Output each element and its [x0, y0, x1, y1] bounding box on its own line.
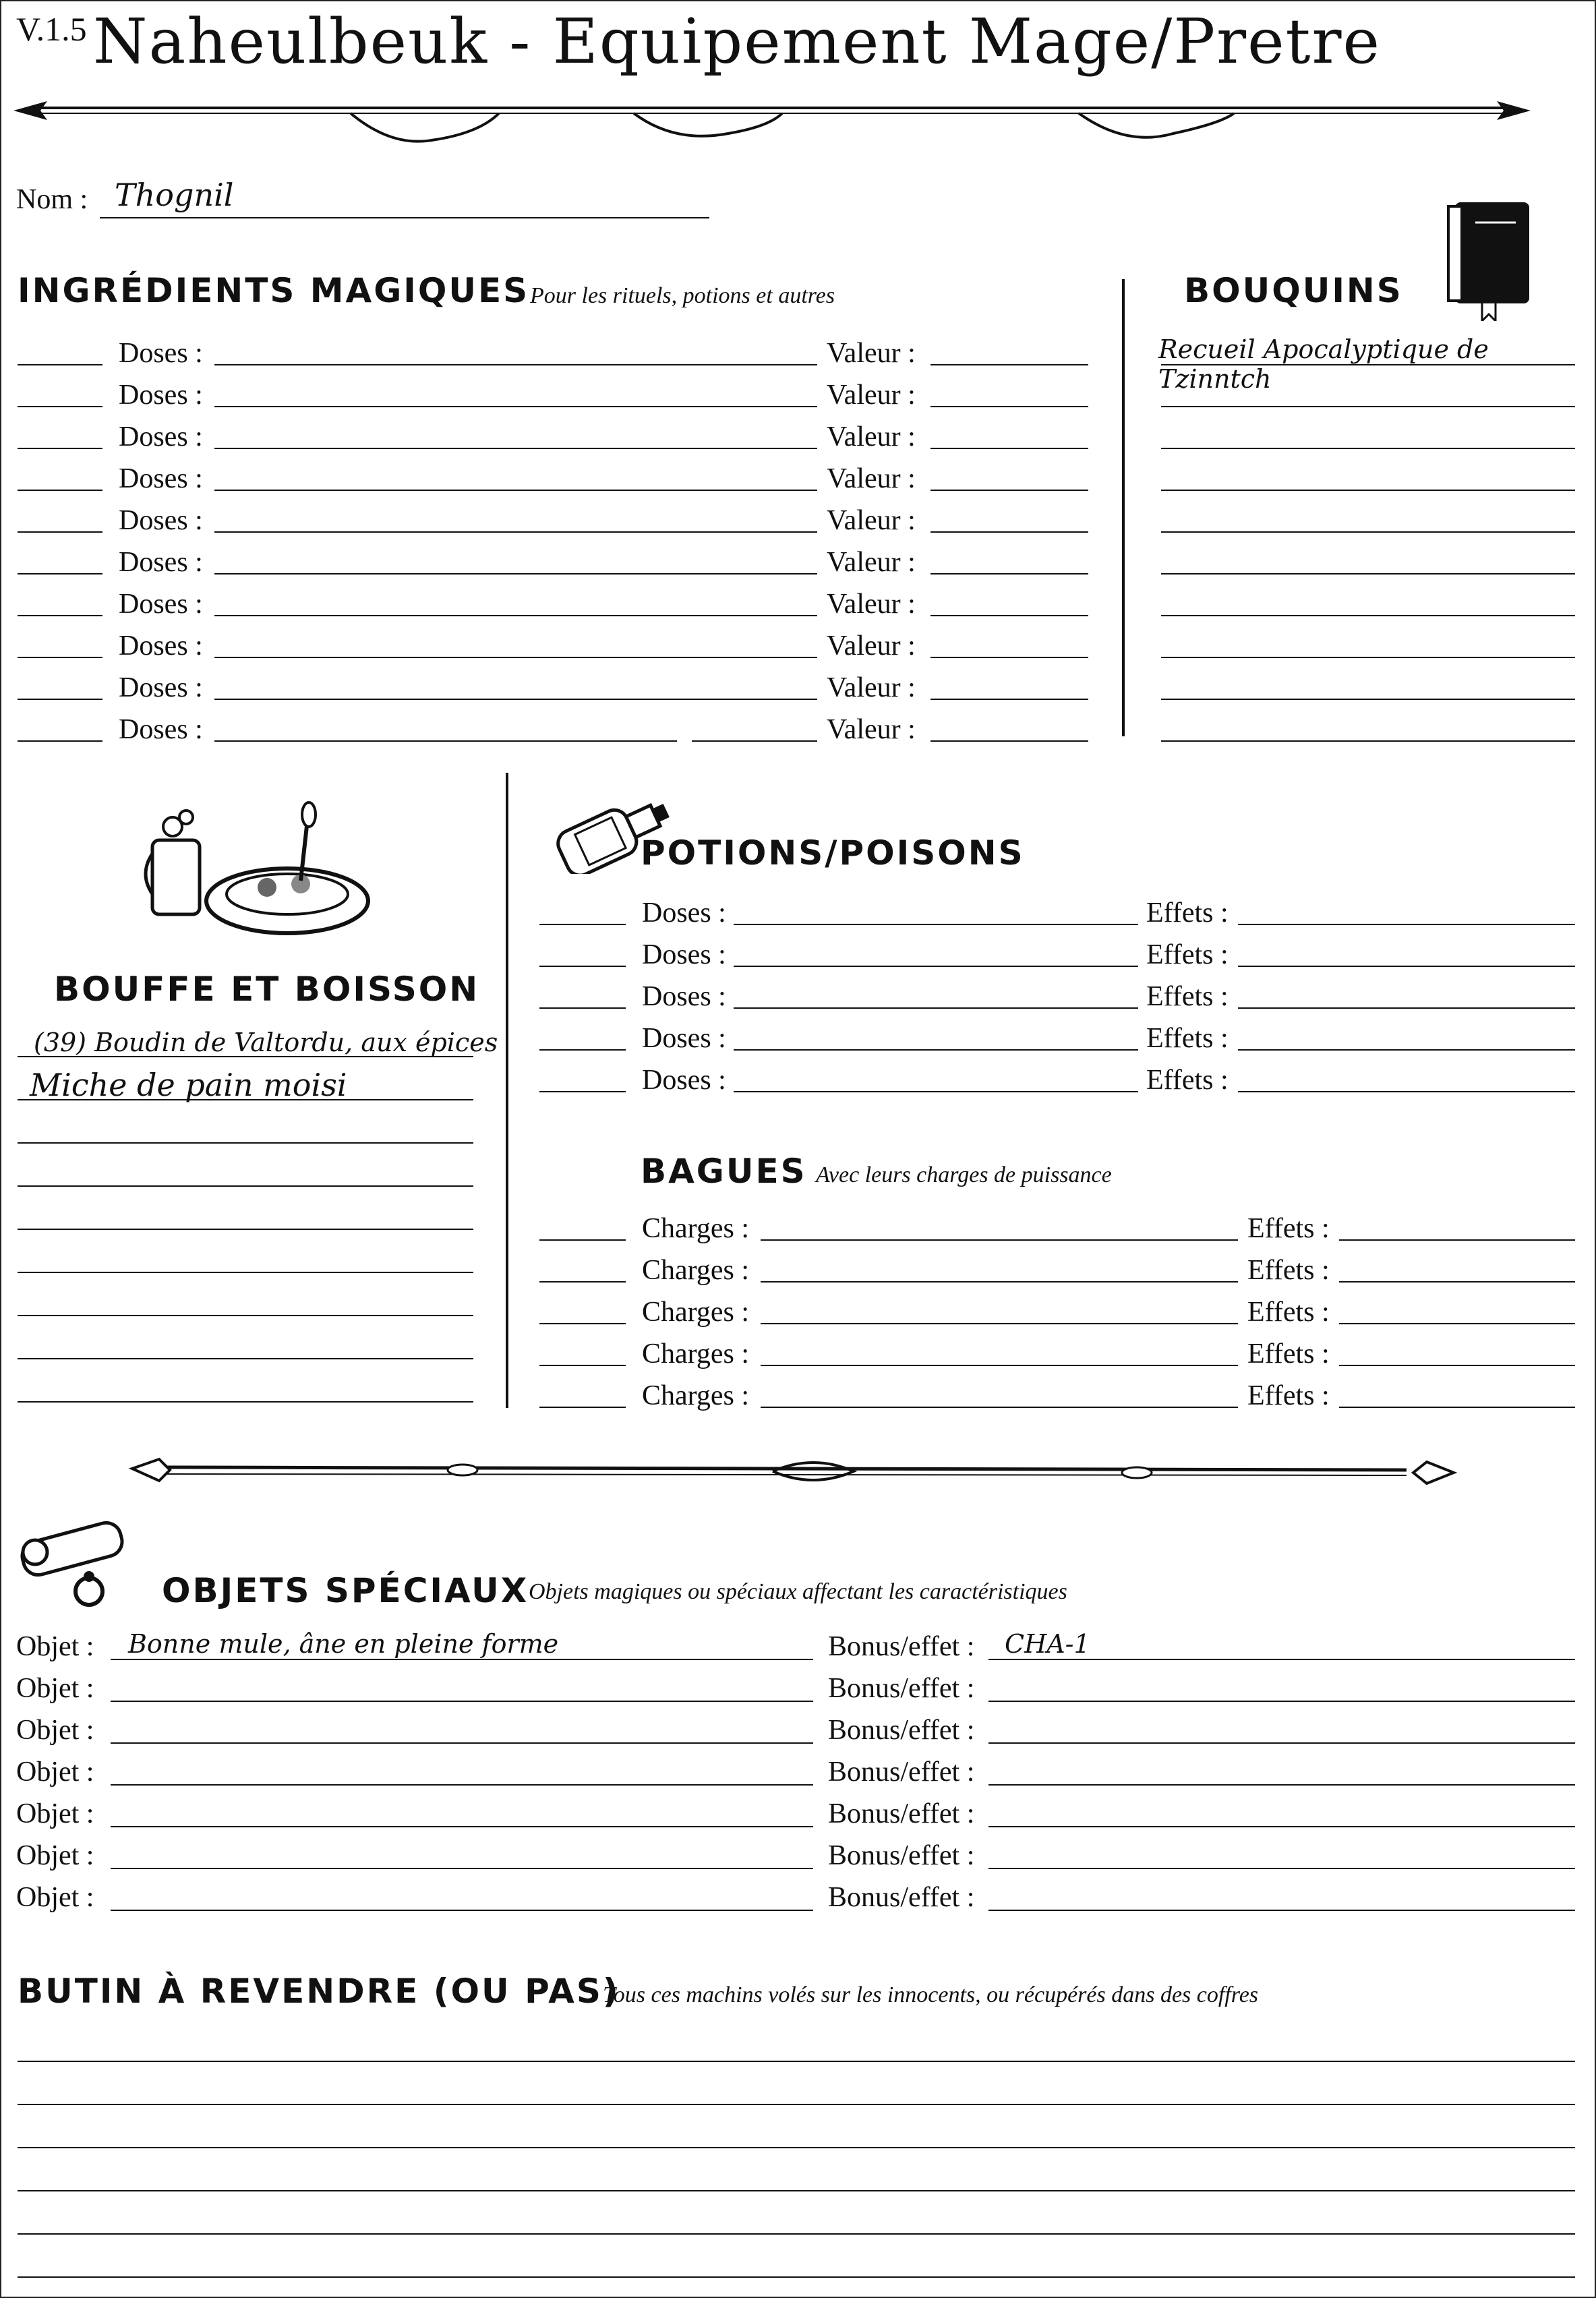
- spear-divider-icon: [13, 86, 1531, 147]
- ingredient-value-line[interactable]: [930, 490, 1088, 491]
- doses-label: Doses :: [119, 547, 203, 578]
- bouffe-line[interactable]: [18, 1229, 473, 1230]
- bonus-entry-1[interactable]: CHA-1: [1005, 1629, 1090, 1659]
- objet-label: Objet :: [16, 1798, 94, 1829]
- nom-label: Nom :: [16, 184, 88, 215]
- bouquins-title: BOUQUINS: [1184, 271, 1403, 310]
- bouffe-entry-1[interactable]: (39) Boudin de Valtordu, aux épices: [34, 1028, 498, 1057]
- objet-line[interactable]: [111, 1868, 813, 1869]
- bonus-label: Bonus/effet :: [828, 1840, 975, 1871]
- potion-name-line[interactable]: [734, 1049, 1138, 1051]
- butin-line[interactable]: [18, 2276, 1575, 2278]
- ingredient-name-line[interactable]: [214, 448, 817, 449]
- butin-line[interactable]: [18, 2190, 1575, 2191]
- butin-title: BUTIN À REVENDRE (OU PAS): [18, 1972, 620, 2011]
- bouquin-line[interactable]: [1161, 448, 1575, 449]
- potion-doses-label: Doses :: [642, 981, 726, 1012]
- ingredient-value-line[interactable]: [930, 615, 1088, 616]
- bague-effets-label: Effets :: [1247, 1213, 1330, 1244]
- ingredient-name-line[interactable]: [214, 657, 817, 658]
- objet-line[interactable]: [111, 1701, 813, 1702]
- ingredient-value-line[interactable]: [930, 740, 1088, 742]
- objet-line[interactable]: [111, 1784, 813, 1786]
- bague-name-line[interactable]: [761, 1365, 1238, 1366]
- ingredients-title: INGRÉDIENTS MAGIQUES: [18, 271, 530, 310]
- bouffe-line[interactable]: [18, 1142, 473, 1144]
- objet-label: Objet :: [16, 1882, 94, 1913]
- bague-effets-label: Effets :: [1247, 1255, 1330, 1286]
- ingredients-separator: [1122, 279, 1125, 736]
- bouffe-line[interactable]: [18, 1358, 473, 1359]
- bagues-subtitle: Avec leurs charges de puissance: [816, 1162, 1112, 1187]
- valeur-label: Valeur :: [827, 672, 916, 703]
- doses-label: Doses :: [119, 589, 203, 620]
- bonus-line[interactable]: [988, 1910, 1575, 1911]
- bouffe-line[interactable]: [18, 1315, 473, 1316]
- potion-name-line[interactable]: [734, 966, 1138, 967]
- bonus-label: Bonus/effet :: [828, 1882, 975, 1913]
- ingredient-qty-line[interactable]: [18, 531, 102, 533]
- valeur-label: Valeur :: [827, 421, 916, 452]
- bouffe-title: BOUFFE ET BOISSON: [54, 970, 480, 1009]
- objet-entry-1[interactable]: Bonne mule, âne en pleine forme: [128, 1629, 559, 1659]
- butin-subtitle: Tous ces machins volés sur les innocents, ou récupérés dans des coffres: [603, 1982, 1259, 2007]
- potion-doses-label: Doses :: [642, 939, 726, 970]
- ingredient-qty-line[interactable]: [18, 699, 102, 700]
- bague-effets-label: Effets :: [1247, 1380, 1330, 1411]
- bague-name-line[interactable]: [761, 1407, 1238, 1408]
- ingredient-name-line[interactable]: [214, 406, 817, 407]
- bague-effect-line[interactable]: [1339, 1239, 1575, 1241]
- potion-qty-line[interactable]: [539, 1049, 626, 1051]
- bonus-line[interactable]: [988, 1826, 1575, 1827]
- bonus-line[interactable]: [988, 1659, 1575, 1660]
- potion-effect-line[interactable]: [1238, 1007, 1575, 1009]
- ingredient-name-line[interactable]: [214, 615, 817, 616]
- middle-separator: [506, 773, 508, 1408]
- potion-name-line[interactable]: [734, 924, 1138, 925]
- bouquin-line[interactable]: [1161, 699, 1575, 700]
- doses-label: Doses :: [119, 672, 203, 703]
- bague-name-line[interactable]: [761, 1239, 1238, 1241]
- bouquin-line[interactable]: [1161, 657, 1575, 658]
- bouquin-line[interactable]: [1161, 615, 1575, 616]
- valeur-label: Valeur :: [827, 463, 916, 494]
- bouffe-line[interactable]: [18, 1185, 473, 1187]
- objets-subtitle: Objets magiques ou spéciaux affectant les caractéristiques: [529, 1579, 1067, 1604]
- ingredient-qty-line[interactable]: [18, 657, 102, 658]
- bague-qty-line[interactable]: [539, 1281, 626, 1283]
- butin-line[interactable]: [18, 2104, 1575, 2105]
- bouquin-line[interactable]: [1161, 740, 1575, 742]
- bague-effect-line[interactable]: [1339, 1407, 1575, 1408]
- bouquin-line[interactable]: [1161, 531, 1575, 533]
- objet-label: Objet :: [16, 1840, 94, 1871]
- bouffe-line[interactable]: [18, 1099, 473, 1100]
- bague-effets-label: Effets :: [1247, 1297, 1330, 1328]
- bague-charges-label: Charges :: [642, 1380, 750, 1411]
- valeur-label: Valeur :: [827, 714, 916, 745]
- bouquin-line[interactable]: [1161, 490, 1575, 491]
- ingredient-value-line[interactable]: [930, 531, 1088, 533]
- bouquin-line[interactable]: [1161, 573, 1575, 574]
- bouffe-entry-2[interactable]: Miche de pain moisi: [30, 1067, 347, 1103]
- bouquin-line[interactable]: [1161, 364, 1575, 365]
- bague-qty-line[interactable]: [539, 1239, 626, 1241]
- bague-charges-label: Charges :: [642, 1338, 750, 1369]
- potion-qty-line[interactable]: [539, 966, 626, 967]
- book-icon: [1435, 196, 1549, 321]
- valeur-label: Valeur :: [827, 630, 916, 661]
- doses-label: Doses :: [119, 338, 203, 369]
- ingredient-name-line[interactable]: [214, 740, 677, 742]
- bague-charges-label: Charges :: [642, 1213, 750, 1244]
- objet-label: Objet :: [16, 1631, 94, 1662]
- butin-line[interactable]: [18, 2233, 1575, 2235]
- potion-effets-label: Effets :: [1146, 897, 1229, 929]
- bague-qty-line[interactable]: [539, 1323, 626, 1324]
- potion-effect-line[interactable]: [1238, 924, 1575, 925]
- page-title: Naheulbeuk - Equipement Mage/Pretre: [93, 5, 1381, 78]
- potion-qty-line[interactable]: [539, 1007, 626, 1009]
- bonus-line[interactable]: [988, 1784, 1575, 1786]
- bonus-label: Bonus/effet :: [828, 1757, 975, 1788]
- ingredient-qty-line[interactable]: [18, 364, 102, 365]
- ingredient-name-line[interactable]: [214, 364, 817, 365]
- potion-effets-label: Effets :: [1146, 1065, 1229, 1096]
- ingredient-value-line[interactable]: [930, 406, 1088, 407]
- bague-name-line[interactable]: [761, 1281, 1238, 1283]
- potion-effets-label: Effets :: [1146, 939, 1229, 970]
- objet-line[interactable]: [111, 1659, 813, 1660]
- bague-effect-line[interactable]: [1339, 1365, 1575, 1366]
- ingredient-value-line[interactable]: [930, 448, 1088, 449]
- bague-charges-label: Charges :: [642, 1255, 750, 1286]
- bague-qty-line[interactable]: [539, 1365, 626, 1366]
- doses-label: Doses :: [119, 505, 203, 536]
- bonus-label: Bonus/effet :: [828, 1631, 975, 1662]
- bonus-line[interactable]: [988, 1742, 1575, 1744]
- ingredients-subtitle: Pour les rituels, potions et autres: [530, 283, 835, 308]
- potion-name-line[interactable]: [734, 1007, 1138, 1009]
- objet-line[interactable]: [111, 1826, 813, 1827]
- bague-effets-label: Effets :: [1247, 1338, 1330, 1369]
- bague-effect-line[interactable]: [1339, 1281, 1575, 1283]
- ingredient-value-line[interactable]: [930, 573, 1088, 574]
- doses-label: Doses :: [119, 380, 203, 411]
- butin-line[interactable]: [18, 2061, 1575, 2062]
- objet-label: Objet :: [16, 1715, 94, 1746]
- potion-effect-line[interactable]: [1238, 966, 1575, 967]
- objet-line[interactable]: [111, 1910, 813, 1911]
- ingredient-qty-line[interactable]: [18, 615, 102, 616]
- potion-effets-label: Effets :: [1146, 1023, 1229, 1054]
- ingredient-value-line[interactable]: [930, 699, 1088, 700]
- potion-doses-label: Doses :: [642, 1065, 726, 1096]
- ingredient-qty-line[interactable]: [18, 490, 102, 491]
- bouffe-line[interactable]: [18, 1401, 473, 1403]
- valeur-label: Valeur :: [827, 338, 916, 369]
- objet-label: Objet :: [16, 1757, 94, 1788]
- ingredient-name-line[interactable]: [214, 490, 817, 491]
- potion-doses-label: Doses :: [642, 897, 726, 929]
- bonus-label: Bonus/effet :: [828, 1715, 975, 1746]
- butin-line[interactable]: [18, 2147, 1575, 2148]
- bonus-line[interactable]: [988, 1868, 1575, 1869]
- potion-effect-line[interactable]: [1238, 1049, 1575, 1051]
- ingredient-value-line[interactable]: [930, 657, 1088, 658]
- objets-title: OBJETS SPÉCIAUX: [162, 1571, 529, 1610]
- nom-underline: [100, 217, 709, 218]
- objet-label: Objet :: [16, 1673, 94, 1704]
- doses-label: Doses :: [119, 714, 203, 745]
- bague-effect-line[interactable]: [1339, 1323, 1575, 1324]
- ingredient-qty-line[interactable]: [18, 740, 102, 742]
- valeur-label: Valeur :: [827, 589, 916, 620]
- potions-title: POTIONS/POISONS: [641, 833, 1025, 873]
- food-icon: [139, 800, 375, 941]
- ingredient-name-line[interactable]: [692, 740, 817, 742]
- doses-label: Doses :: [119, 421, 203, 452]
- version-label: V.1.5: [16, 10, 87, 48]
- potion-effect-line[interactable]: [1238, 1091, 1575, 1092]
- bagues-title: BAGUES: [641, 1152, 807, 1191]
- ingredient-value-line[interactable]: [930, 364, 1088, 365]
- bonus-line[interactable]: [988, 1701, 1575, 1702]
- nom-value[interactable]: Thognil: [115, 177, 234, 213]
- ingredient-name-line[interactable]: [214, 699, 817, 700]
- bague-qty-line[interactable]: [539, 1407, 626, 1408]
- potion-name-line[interactable]: [734, 1091, 1138, 1092]
- bouquin-line[interactable]: [1161, 406, 1575, 407]
- valeur-label: Valeur :: [827, 505, 916, 536]
- valeur-label: Valeur :: [827, 547, 916, 578]
- ingredient-name-line[interactable]: [214, 531, 817, 533]
- ingredient-qty-line[interactable]: [18, 573, 102, 574]
- bonus-label: Bonus/effet :: [828, 1673, 975, 1704]
- valeur-label: Valeur :: [827, 380, 916, 411]
- doses-label: Doses :: [119, 463, 203, 494]
- ingredient-qty-line[interactable]: [18, 406, 102, 407]
- scroll-ring-icon: [15, 1512, 156, 1613]
- potion-qty-line[interactable]: [539, 1091, 626, 1092]
- potion-doses-label: Doses :: [642, 1023, 726, 1054]
- ingredient-name-line[interactable]: [214, 573, 817, 574]
- potion-qty-line[interactable]: [539, 924, 626, 925]
- bouquin-entry-1[interactable]: Recueil Apocalyptique de Tzinntch: [1158, 334, 1489, 394]
- staff-divider-icon: [125, 1447, 1460, 1494]
- potion-effets-label: Effets :: [1146, 981, 1229, 1012]
- bouffe-line[interactable]: [18, 1272, 473, 1273]
- bonus-label: Bonus/effet :: [828, 1798, 975, 1829]
- bague-charges-label: Charges :: [642, 1297, 750, 1328]
- doses-label: Doses :: [119, 630, 203, 661]
- bouffe-line[interactable]: [18, 1056, 473, 1057]
- ingredient-qty-line[interactable]: [18, 448, 102, 449]
- bague-name-line[interactable]: [761, 1323, 1238, 1324]
- objet-line[interactable]: [111, 1742, 813, 1744]
